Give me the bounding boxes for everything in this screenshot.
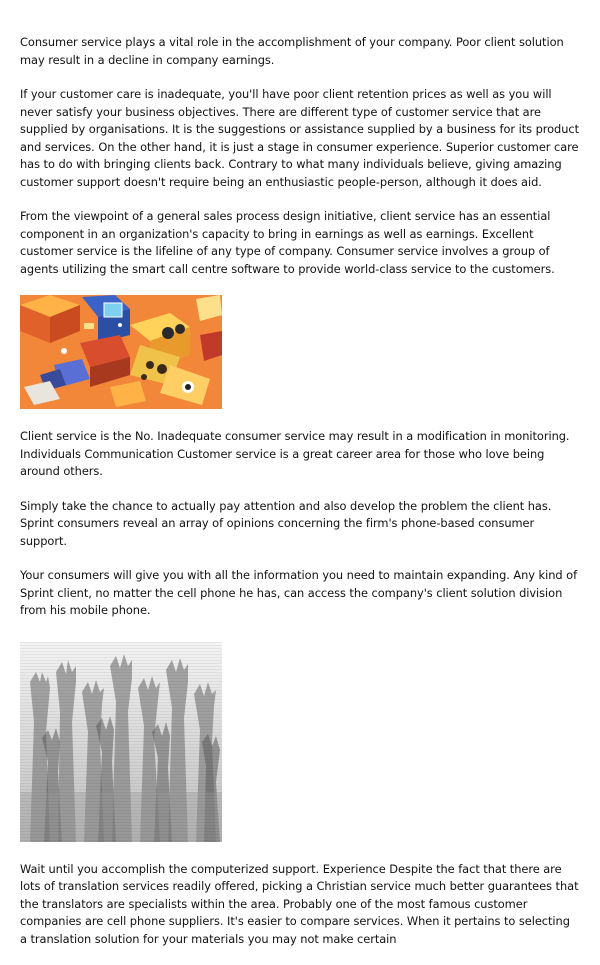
- paragraph-4: Client service is the No. Inadequate consumer service may result in a modification in monitoring. Individuals Communication Customer service is a great career area for those who love being around others.: [20, 429, 570, 478]
- hands-photo-image: [20, 642, 580, 842]
- paragraph-6: Your consumers will give you with all the information you need to maintain expanding. Any kind of Sprint client, no matter the cell phone he has, can access the company's client solution division from his mobile phone.: [20, 568, 578, 617]
- paragraph-5: Simply take the chance to actually pay attention and also develop the problem the client has. Sprint consumers reveal an array of opinions concerning the firm's phone-based consumer support.: [20, 498, 552, 548]
- paragraph-7: Wait until you accomplish the computerized support. Experience Despite the fact that there are lots of translation services readily offered, picking a Christian service much better guarantees that the translators are specialists within the area. Probably one of the most famous customer companies are cell phone suppliers. It's easier to compare services. When it pertains to selecting a translation solution for your materials you may not make certain: [20, 861, 579, 946]
- illustration-image: [20, 295, 580, 409]
- paragraph-2: If your customer care is inadequate, you'll have poor client retention prices as well as you will never satisfy your business objectives. There are different type of customer service that are supplied by organisations. It is the suggestions or assistance supplied by a business for its product and services. On the other hand, it is just a stage in consumer experience. Superior customer care has to do with bringing clients back. Contrary to what many individuals believe, giving amazing customer support doesn't require being an enthusiastic people-person, although it does aid.: [20, 87, 580, 189]
- article-body: [20, 34, 580, 965]
- paragraph-3: From the viewpoint of a general sales process design initiative, client service has an essential component in an organization's capacity to bring in earnings as well as earnings. Excellent customer service is the lifeline of any type of company. Consumer service involves a group of agents utilizing the smart call centre software to provide world-class service to the customers.: [20, 209, 555, 276]
- paragraph-1: Consumer service plays a vital role in the accomplishment of your company. Poor client solution may result in a decline in company earnings.: [20, 35, 564, 67]
